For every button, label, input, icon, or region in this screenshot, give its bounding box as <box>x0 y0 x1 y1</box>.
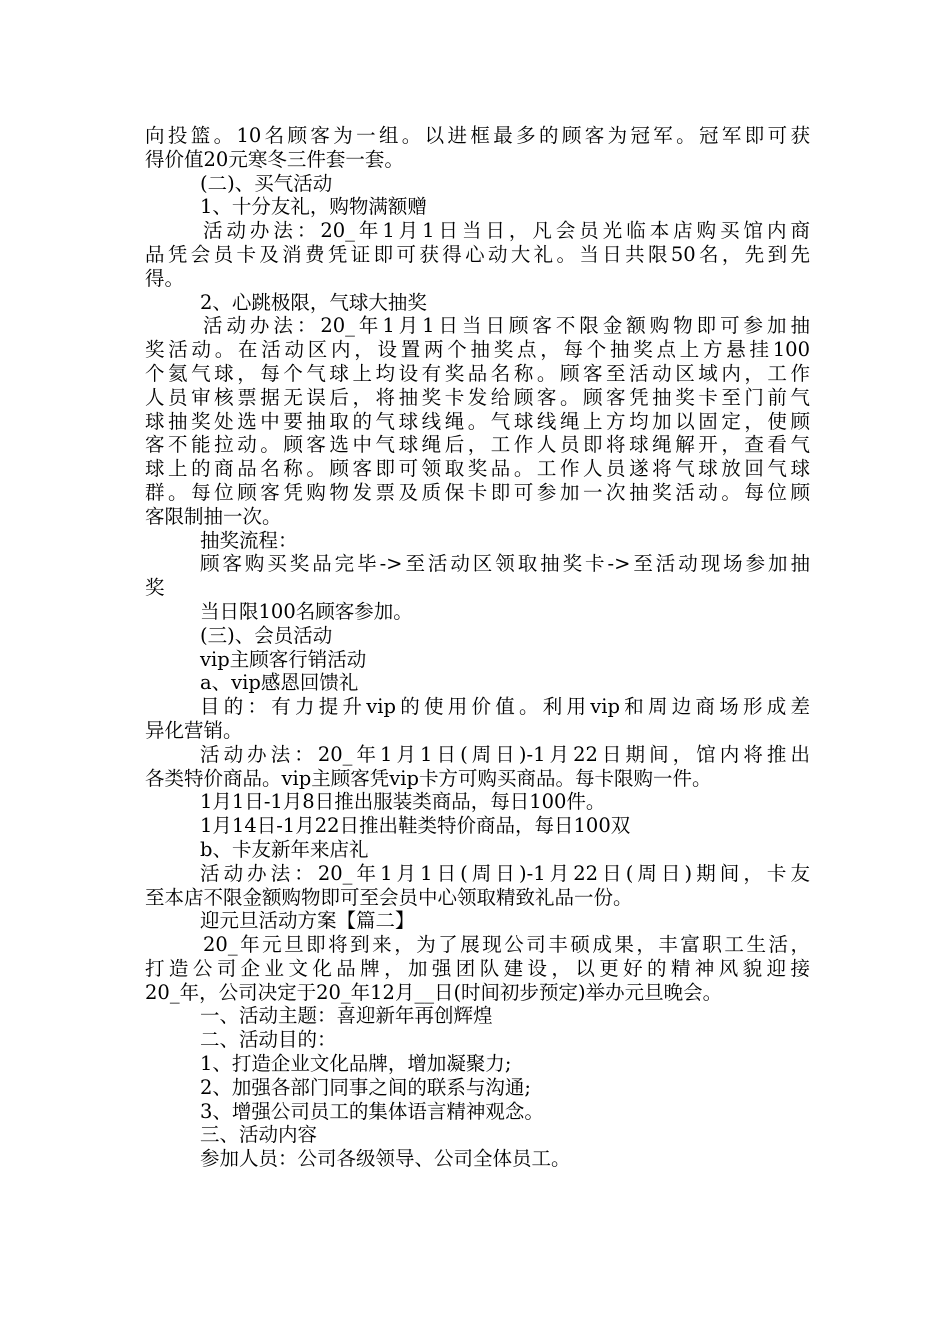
text-line: 客不能拉动。顾客选中气球绳后，工作人员即将球绳解开，查看气 <box>145 433 810 457</box>
text-line: 20_年元旦即将到来，为了展现公司丰硕成果，丰富职工生活， <box>203 933 810 957</box>
text-line: 20_年，公司决定于20_年12月__日(时间初步预定)举办元旦晚会。 <box>145 980 723 1004</box>
text-line: (三)、会员活动 <box>200 623 333 647</box>
text-line: 活动办法：20_年1月1日当日顾客不限金额购物即可参加抽 <box>203 314 810 338</box>
text-line: 球上的商品名称。顾客即可领取奖品。工作人员遂将气球放回气球 <box>145 457 810 481</box>
text-line: 迎元旦活动方案【篇二】 <box>200 909 415 933</box>
text-line: 向投篮。10名顾客为一组。以进框最多的顾客为冠军。冠军即可获 <box>145 124 810 147</box>
text-line: 抽奖流程： <box>200 528 298 552</box>
text-line: 球抽奖处选中要抽取的气球线绳。气球线绳上方均加以固定，使顾 <box>145 409 810 433</box>
text-line: 奖 <box>145 576 165 600</box>
text-line: 活动办法：20_年1月1日当日，凡会员光临本店购买馆内商 <box>203 219 810 243</box>
text-line: 当日限100名顾客参加。 <box>200 599 413 623</box>
text-line: 1、打造企业文化品牌，增加凝聚力; <box>200 1052 512 1076</box>
text-line: 参加人员：公司各级领导、公司全体员工。 <box>200 1147 571 1171</box>
text-line: (二)、买气活动 <box>200 171 333 195</box>
text-line: 三、活动内容 <box>200 1123 318 1147</box>
text-line: 1月1日-1月8日推出服装类商品，每日100件。 <box>200 790 606 814</box>
text-line: 至本店不限金额购物即可至会员中心领取精致礼品一份。 <box>145 885 633 909</box>
text-line: 得价值20元寒冬三件套一套。 <box>145 147 404 171</box>
text-line: 1月14日-1月22日推出鞋类特价商品，每日100双 <box>200 814 631 838</box>
text-line: 奖活动。在活动区内，设置两个抽奖点，每个抽奖点上方悬挂100 <box>145 338 810 362</box>
text-line: 得。 <box>145 266 185 290</box>
text-line: 个氦气球，每个气球上均设有奖品名称。顾客至活动区域内，工作 <box>145 361 810 385</box>
text-line: 活动办法：20_年1月1日(周日)-1月22日期间，馆内将推出 <box>200 742 810 766</box>
text-line: vip主顾客行销活动 <box>200 647 367 671</box>
text-line: 各类特价商品。vip主顾客凭vip卡方可购买商品。每卡限购一件。 <box>145 766 712 790</box>
text-line: 2、加强各部门同事之间的联系与沟通; <box>200 1075 531 1099</box>
text-line: 活动办法：20_年1月1日(周日)-1月22日(周日)期间，卡友 <box>200 861 810 885</box>
text-line: 人员审核票据无误后，将抽奖卡发给顾客。顾客凭抽奖卡至门前气 <box>145 385 810 409</box>
text-line: 品凭会员卡及消费凭证即可获得心动大礼。当日共限50名，先到先 <box>145 242 810 266</box>
text-line: 一、活动主题：喜迎新年再创辉煌 <box>200 1004 493 1028</box>
text-line: a、vip感恩回馈礼 <box>200 671 359 695</box>
text-line: 二、活动目的： <box>200 1028 337 1052</box>
text-line: 目的：有力提升vip的使用价值。利用vip和周边商场形成差 <box>200 695 810 719</box>
text-line: 2、心跳极限，气球大抽奖 <box>200 290 427 314</box>
text-line: 群。每位顾客凭购物发票及质保卡即可参加一次抽奖活动。每位顾 <box>145 480 810 504</box>
text-line: 异化营销。 <box>145 718 243 742</box>
text-line: 顾客购买奖品完毕->至活动区领取抽奖卡->至活动现场参加抽 <box>200 552 810 576</box>
text-line: 打造公司企业文化品牌，加强团队建设，以更好的精神风貌迎接 <box>145 956 810 980</box>
text-line: 客限制抽一次。 <box>145 504 282 528</box>
document-page <box>145 124 810 1171</box>
text-line: b、卡友新年来店礼 <box>200 837 369 861</box>
text-line: 3、增强公司员工的集体语言精神观念。 <box>200 1099 544 1123</box>
text-line: 1、十分友礼，购物满额赠 <box>200 195 427 219</box>
